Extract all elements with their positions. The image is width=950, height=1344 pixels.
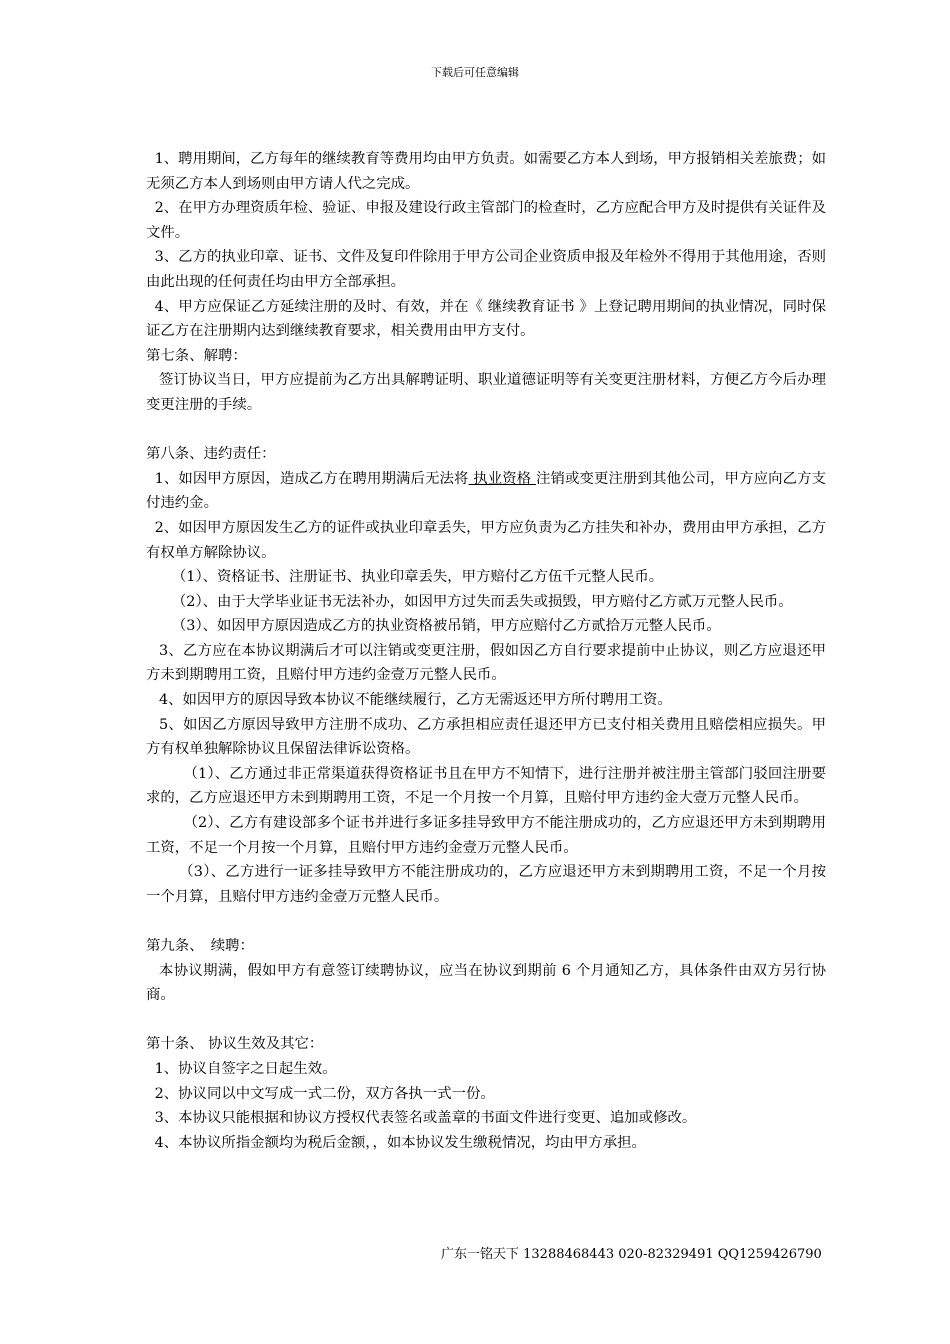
clause-paragraph: 3、本协议只能根据和协议方授权代表签名或盖章的书面文件进行变更、追加或修改。	[154, 1110, 697, 1127]
underlined-term: 执业资格	[468, 470, 536, 487]
sub-clause: （1）、资格证书、注册证书、执业印章丢失，甲方赔付乙方伍千元整人民币。	[171, 569, 664, 586]
clause-paragraph	[146, 467, 826, 516]
clause-paragraph: 4、本协议所指金额均为税后金额，，如本协议发生缴税情况，均由甲方承担。	[154, 1134, 646, 1151]
clause-paragraph: 1、聘用期间，乙方每年的继续教育等费用均由甲方负责。如需要乙方本人到场，甲方报销相关差旅费；如无须乙方本人到场则由甲方请人代之完成。	[146, 151, 826, 192]
section-8-title: 第八条、违约责任：	[146, 446, 276, 463]
section-9-title: 第九条、 续聘：	[146, 938, 254, 954]
sub-clause: （2）、乙方有建设部多个证书并进行多证多挂导致甲方不能注册成功的，乙方应退还甲方未到期聘用工资，不足一个月按一个月算，且赔付甲方违约金壹万元整人民币。	[146, 815, 826, 856]
sub-clause: （3）、乙方进行一证多挂导致甲方不能注册成功的，乙方应退还甲方未到期聘用工资，不足一个月按一个月算，且赔付甲方违约金壹万元整人民币。	[146, 864, 826, 905]
clause-paragraph: 3、乙方应在本协议期满后才可以注销或变更注册，假如因乙方自行要求提前中止协议，则乙方应退还甲方未到期聘用工资，且赔付甲方违约金壹万元整人民币。	[146, 642, 826, 684]
clause-paragraph: 3、乙方的执业印章、证书、文件及复印件除用于甲方公司企业资质申报及年检外不得用于其他用途，否则由此出现的任何责任均由甲方全部承担。	[146, 249, 826, 290]
document-body	[146, 147, 826, 1155]
clause-text: 1、如因甲方原因，造成乙方在聘用期满后无法将	[154, 470, 469, 487]
clause-paragraph: 5、如因乙方原因导致甲方注册不成功、乙方承担相应责任退还甲方已支付相关费用且赔偿相应损失。甲方有权单独解除协议且保留法律诉讼资格。	[146, 716, 826, 758]
section-7-title: 第七条、解聘：	[146, 347, 247, 364]
clause-text: 注销或变更注册到其他公司，甲方应向乙方支付违约金。	[146, 470, 826, 512]
clause-paragraph: 4、如因甲方的原因导致本协议不能继续履行，乙方无需返还甲方所付聘用工资。	[158, 692, 672, 709]
section-10-title: 第十条、 协议生效及其它：	[146, 1036, 324, 1053]
clause-paragraph: 1、协议自签字之日起生效。	[154, 1060, 337, 1077]
sub-clause: （2）、由于大学毕业证书无法补办，如因甲方过失而丢失或损毁，甲方赔付乙方贰万元整人民币。	[171, 593, 793, 610]
sub-clause: （3）、如因甲方原因造成乙方的执业资格被吊销，甲方应赔付乙方贰拾万元整人民币。	[171, 618, 721, 635]
spacer	[146, 909, 826, 934]
page-header: 下载后可任意编辑	[431, 66, 519, 79]
clause-paragraph: 4、甲方应保证乙方延续注册的及时、有效，并在《 继续教育证书 》上登记聘用期间的执业情况，同时保证乙方在注册期内达到继续教育要求，相关费用由甲方支付。	[146, 298, 826, 340]
clause-paragraph: 签订协议当日，甲方应提前为乙方出具解聘证明、职业道德证明等有关变更注册材料，方便乙方今后办理变更注册的手续。	[146, 372, 826, 413]
clause-paragraph: 2、在甲方办理资质年检、验证、申报及建设行政主管部门的检查时，乙方应配合甲方及时提供有关证件及文件。	[146, 200, 826, 241]
page-footer: 广东一铭天下 13288468443 020-82329491 QQ1259426790	[441, 1247, 822, 1262]
clause-paragraph: 2、协议同以中文写成一式二份，双方各执一式一份。	[154, 1085, 495, 1102]
clause-paragraph: 2、如因甲方原因发生乙方的证件或执业印章丢失，甲方应负责为乙方挂失和补办，费用由甲方承担，乙方有权单方解除协议。	[146, 519, 826, 561]
spacer	[146, 418, 826, 443]
sub-clause: （1）、乙方通过非正常渠道获得资格证书且在甲方不知情下，进行注册并被注册主管部门驳回注册要求的，乙方应退还甲方未到期聘用工资，不足一个月按一个月算，且赔付甲方违约金大壹万元整人民币。	[146, 765, 826, 807]
spacer	[146, 1008, 826, 1033]
clause-paragraph: 本协议期满，假如甲方有意签订续聘协议，应当在协议到期前 6 个月通知乙方，具体条件由双方另行协商。	[146, 962, 826, 1004]
